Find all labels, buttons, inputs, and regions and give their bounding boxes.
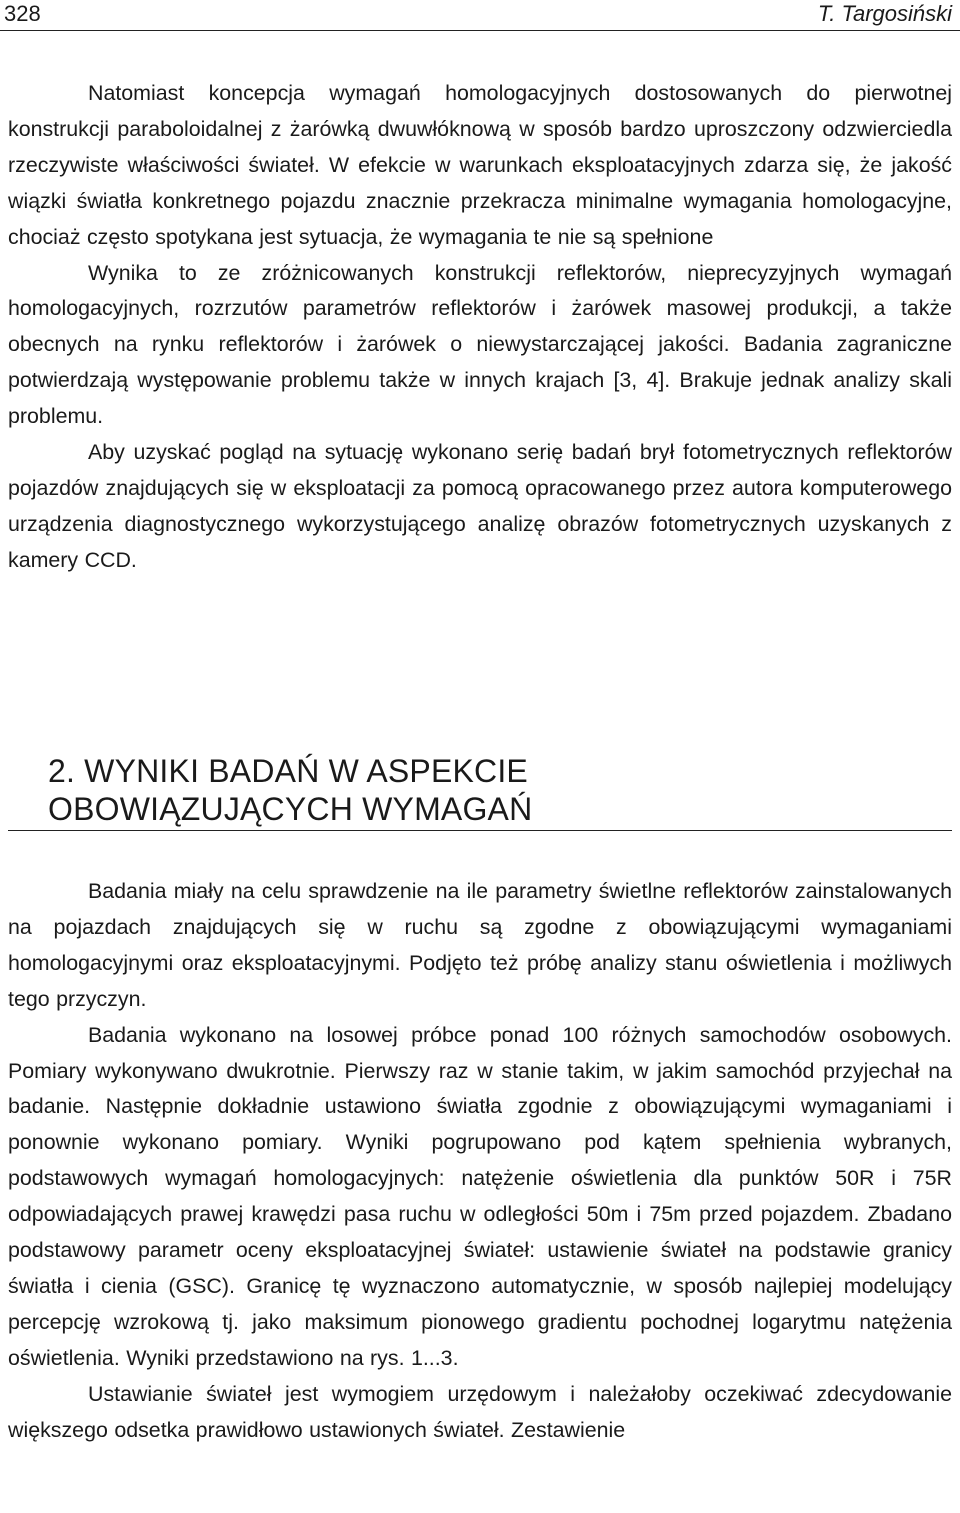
section-text-block xyxy=(8,874,952,1449)
paragraph: Natomiast koncepcja wymagań homologacyjnych dostosowanych do pierwotnej konstrukcji paraboloidalnej z żarówką dwuwłóknową w sposób bardzo uproszczony odzwierciedla rzeczywiste właściwości świateł. W efekcie w warunkach eksploatacyjnych zdarza się, że jakość wiązki światła konkretnego pojazdu znacznie przekracza minimalne wymagania homologacyjne, chociaż często spotykana jest sytuacja, że wymagania te nie są spełnione xyxy=(8,81,952,249)
paragraph: Ustawianie świateł jest wymogiem urzędowym i należałoby oczekiwać zdecydowanie większego odsetka prawidłowo ustawionych świateł. Zestawienie xyxy=(8,1381,952,1442)
paragraph: Badania wykonano na losowej próbce ponad 100 różnych samochodów osobowych. Pomiary wykonywano dwukrotnie. Pierwszy raz w stanie takim, w jakim samochód przyjechał na badanie. Następnie dokładnie ustawiono światła zgodnie z obowiązującymi wymaganiami i ponownie wykonano pomiary. Wyniki pogrupowano pod kątem spełnienia wybranych, podstawowych wymagań homologacyjnych: natężenie oświetlenia dla punktów 50R i 75R odpowiadających prawej krawędzi pasa ruchu w odległości 50m i 75m przed pojazdem. Zbadano podstawowy parametr oceny eksploatacyjnej świateł: ustawienie świateł na podstawie granicy światła i cienia (GSC). Granicę tę wyznaczono automatycznie, w sposób najlepiej modelujący percepcję wzrokową tj. jako maksimum pionowego gradientu pochodnej logarytmu natężenia oświetlenia. Wyniki przedstawiono na rys. 1...3. xyxy=(8,1022,952,1370)
running-header-author: T. Targosiński xyxy=(817,1,952,26)
intro-text-block xyxy=(8,76,952,579)
section-heading-line: 2. WYNIKI BADAŃ W ASPEKCIE xyxy=(48,753,528,789)
section-heading-rule xyxy=(8,830,952,831)
paragraph: Badania miały na celu sprawdzenie na ile parametry świetlne reflektorów zainstalowanych na pojazdach znajdujących się w ruchu są zgodne z obowiązującymi wymaganiami homologacyjnymi oraz eksploatacyjnymi. Podjęto też próbę analizy stanu oświetlenia i możliwych tego przyczyn. xyxy=(8,879,952,1011)
paragraph: Aby uzyskać pogląd na sytuację wykonano serię badań brył fotometrycznych reflektorów pojazdów znajdujących się w eksploatacji za pomocą opracowanego przez autora komputerowego urządzenia diagnostycznego wykorzystującego analizę obrazów fotometrycznych uzyskanych z kamery CCD. xyxy=(8,440,952,572)
paragraph: Wynika to ze zróżnicowanych konstrukcji reflektorów, nieprecyzyjnych wymagań homologacyjnych, rozrzutów parametrów reflektorów i żarówek masowej produkcji, a także obecnych na rynku reflektorów i żarówek o niewystarczającej jakości. Badania zagraniczne potwierdzają występowanie problemu także w innych krajach [3, 4]. Brakuje jednak analizy skali problemu. xyxy=(8,260,952,429)
page-number: 328 xyxy=(4,1,41,26)
section-heading xyxy=(8,753,952,831)
running-header xyxy=(0,0,960,31)
section-heading-line: OBOWIĄZUJĄCYCH WYMAGAŃ xyxy=(48,790,533,827)
